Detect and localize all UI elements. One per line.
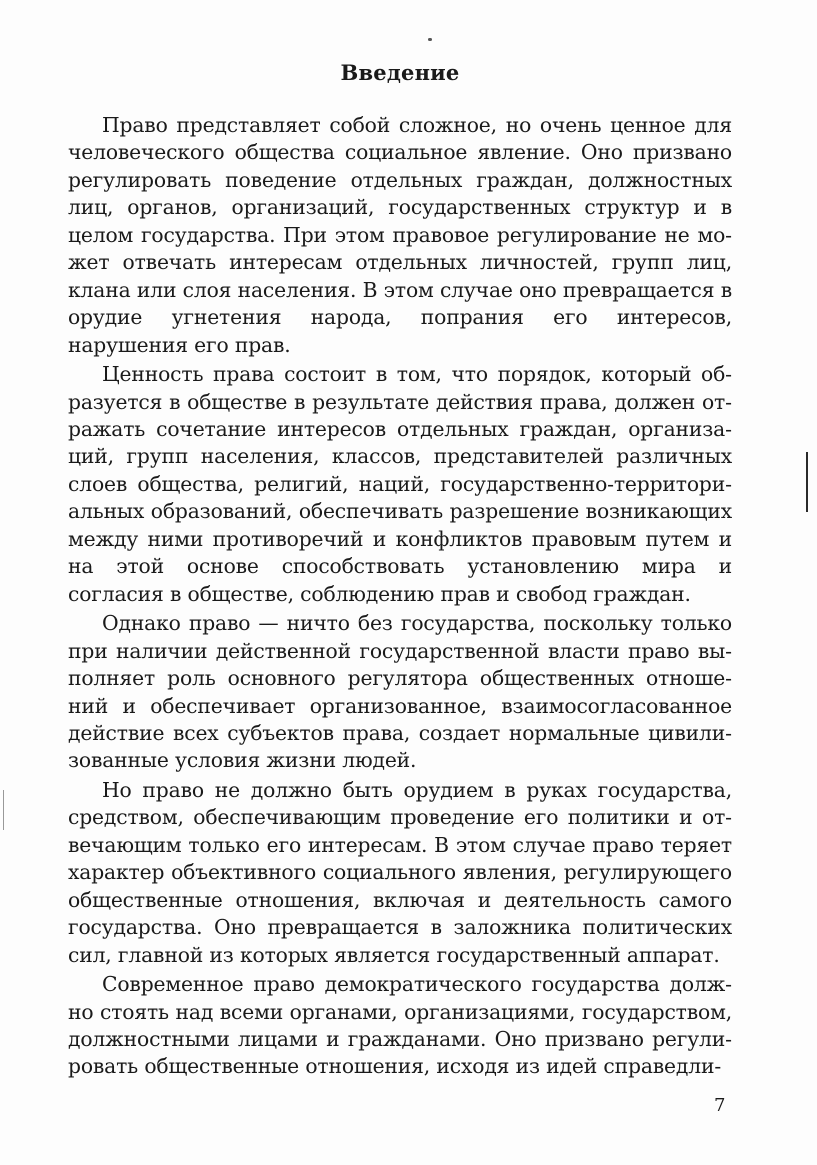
- chapter-title: Введение: [340, 60, 460, 85]
- scan-edge-mark: [3, 790, 4, 830]
- body-text: [68, 112, 732, 1081]
- paragraph: Однако право — ничто без государства, поскольку только при наличии действенной государственной власти право выполняет роль основного регулятора общественных отношений и обеспечивает организованное, взаимосогласованное действие всех субъектов права, создает нормальные цивилизованные условия жизни людей.: [68, 611, 732, 773]
- scan-edge-mark: [806, 452, 808, 512]
- paragraph: Но право не должно быть орудием в руках государства, средством, обеспечивающим проведение его политики и отвечающим только его интересам. В этом случае право теряет характер объективного социального явления, регулирующего общественные отношения, включая и деятельность самого государства. Оно превращается в заложника политических сил, главной из которых является государственный аппарат.: [68, 777, 732, 967]
- page-number: 7: [714, 1095, 726, 1116]
- paragraph: Право представляет собой сложное, но очень ценное для человеческого общества социальное явление. Оно призвано регулировать поведение отдельных граждан, должностных лиц, органов, организаций, государственных структур и в целом государства. При этом правовое регулирование не может отвечать интересам отдельных личностей, групп лиц, клана или слоя населения. В этом случае оно превращается в орудие угнетения народа, попрания его интересов, нарушения его прав.: [68, 113, 732, 357]
- paragraph: Современное право демократического государства должно стоять над всеми органами, организациями, государством, должностными лицами и гражданами. Оно призвано регулировать общественные отношения, исходя из идей справедли-: [68, 972, 732, 1079]
- paragraph: Ценность права состоит в том, что порядок, который образуется в обществе в результате действия права, должен отражать сочетание интересов отдельных граждан, организаций, групп населения, классов, представителей различных слоев общества, религий, наций, государственно-территориальных образований, обеспечивать разрешение возникающих между ними противоречий и конфликтов правовым путем и на этой основе способствовать установлению мира и согласия в обществе, соблюдению прав и свобод граждан.: [68, 362, 732, 606]
- scan-speck: [428, 38, 432, 41]
